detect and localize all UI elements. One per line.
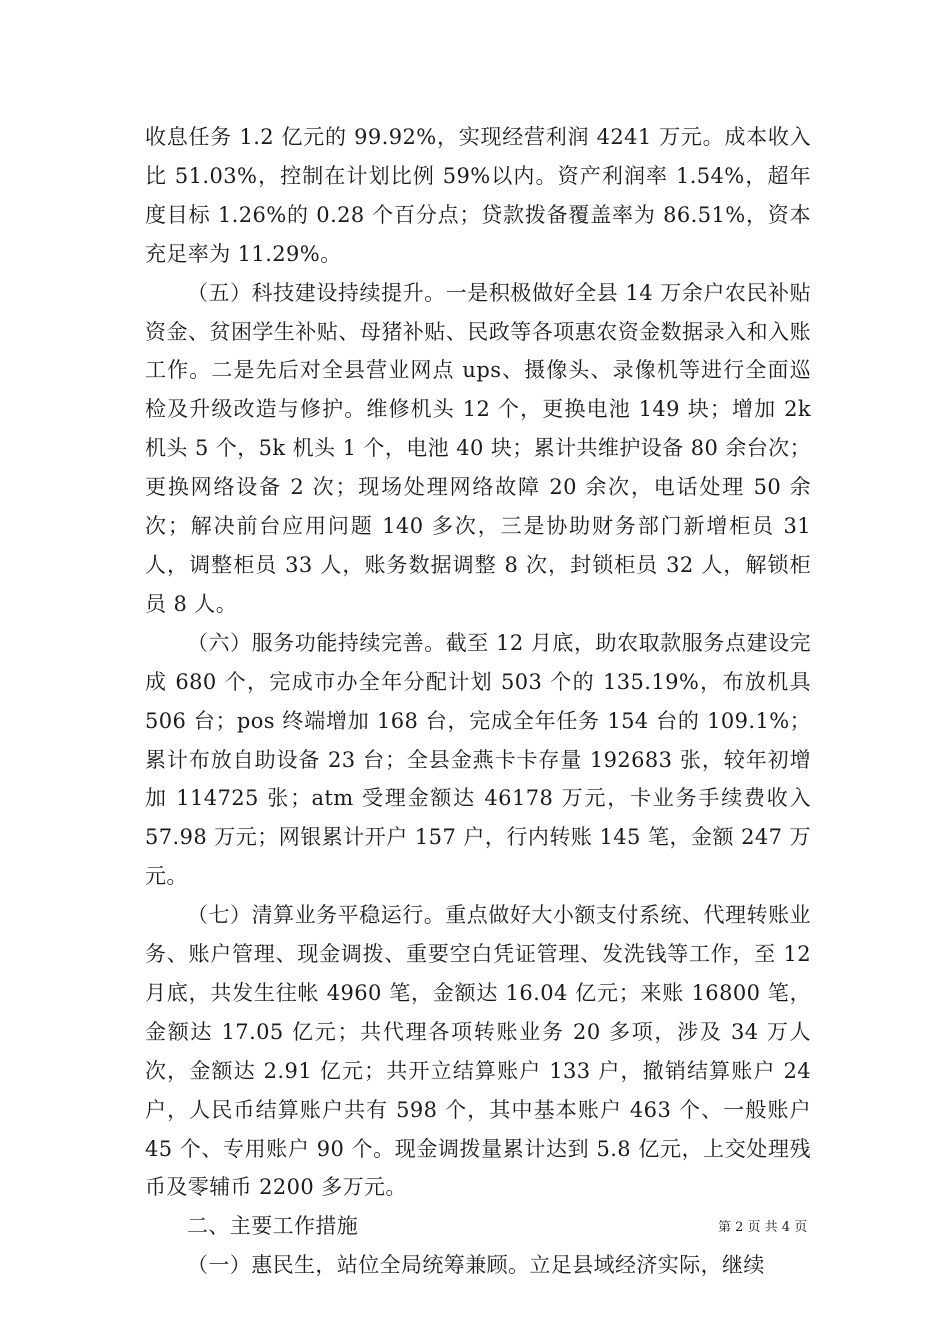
- paragraph-section-7: （七）清算业务平稳运行。重点做好大小额支付系统、代理转账业务、账户管理、现金调拨、重要空白凭证管理、发洗钱等工作，至 12 月底，共发生往帐 4960 笔，金额达 16.04 亿元；来账 16800 笔，金额达 17.05 亿元；共代理各项转账业务 20 多项，涉及 34 万人次，金额达 2.91 亿元；共开立结算账户 133 户，撤销结算账户 24 户，人民币结算账户共有 598 个，其中基本账户 463 个、一般账户 45 个、专用账户 90 个。现金调拨量累计达到 5.8 亿元，上交处理残币及零辅币 2200 多万元。: [145, 903, 811, 1200]
- paragraph-section-6: （六）服务功能持续完善。截至 12 月底，助农取款服务点建设完成 680 个，完成市办全年分配计划 503 个的 135.19%，布放机具 506 台；pos 终端增加 168 台，完成全年任务 154 台的 109.1%；累计布放自助设备 23 台；全县金燕卡卡存量 192683 张，较年初增加 114725 张；atm 受理金额达 46178 万元，卡业务手续费收入 57.98 万元；网银累计开户 157 户，行内转账 145 笔，金额 247 万元。: [145, 630, 811, 889]
- page-number-footer: 第 2 页 共 4 页: [718, 1220, 808, 1235]
- section-heading: 二、主要工作措施: [187, 1214, 359, 1239]
- paragraph-section-5: （五）科技建设持续提升。一是积极做好全县 14 万余户农民补贴资金、贫困学生补贴、母猪补贴、民政等各项惠农资金数据录入和入账工作。二是先后对全县营业网点 ups、摄像头、录像机等进行全面巡检及升级改造与修护。维修机头 12 个，更换电池 149 块；增加 2k 机头 5 个，5k 机头 1 个，电池 40 块；累计共维护设备 80 余台次；更换网络设备 2 次；现场处理网络故障 20 余次，电话处理 50 余次；解决前台应用问题 140 多次，三是协助财务部门新增柜员 31 人，调整柜员 33 人，账务数据调整 8 次，封锁柜员 32 人，解锁柜员 8 人。: [145, 280, 811, 616]
- paragraph-measure-1: （一）惠民生，站位全局统筹兼顾。立足县域经济实际，继续: [187, 1253, 765, 1278]
- document-body: [145, 118, 811, 1285]
- paragraph-continued: 收息任务 1.2 亿元的 99.92%，实现经营利润 4241 万元。成本收入比 51.03%，控制在计划比例 59%以内。资产利润率 1.54%，超年度目标 1.26%的 0.28 个百分点；贷款拨备覆盖率为 86.51%，资本充足率为 11.29%。: [145, 125, 811, 266]
